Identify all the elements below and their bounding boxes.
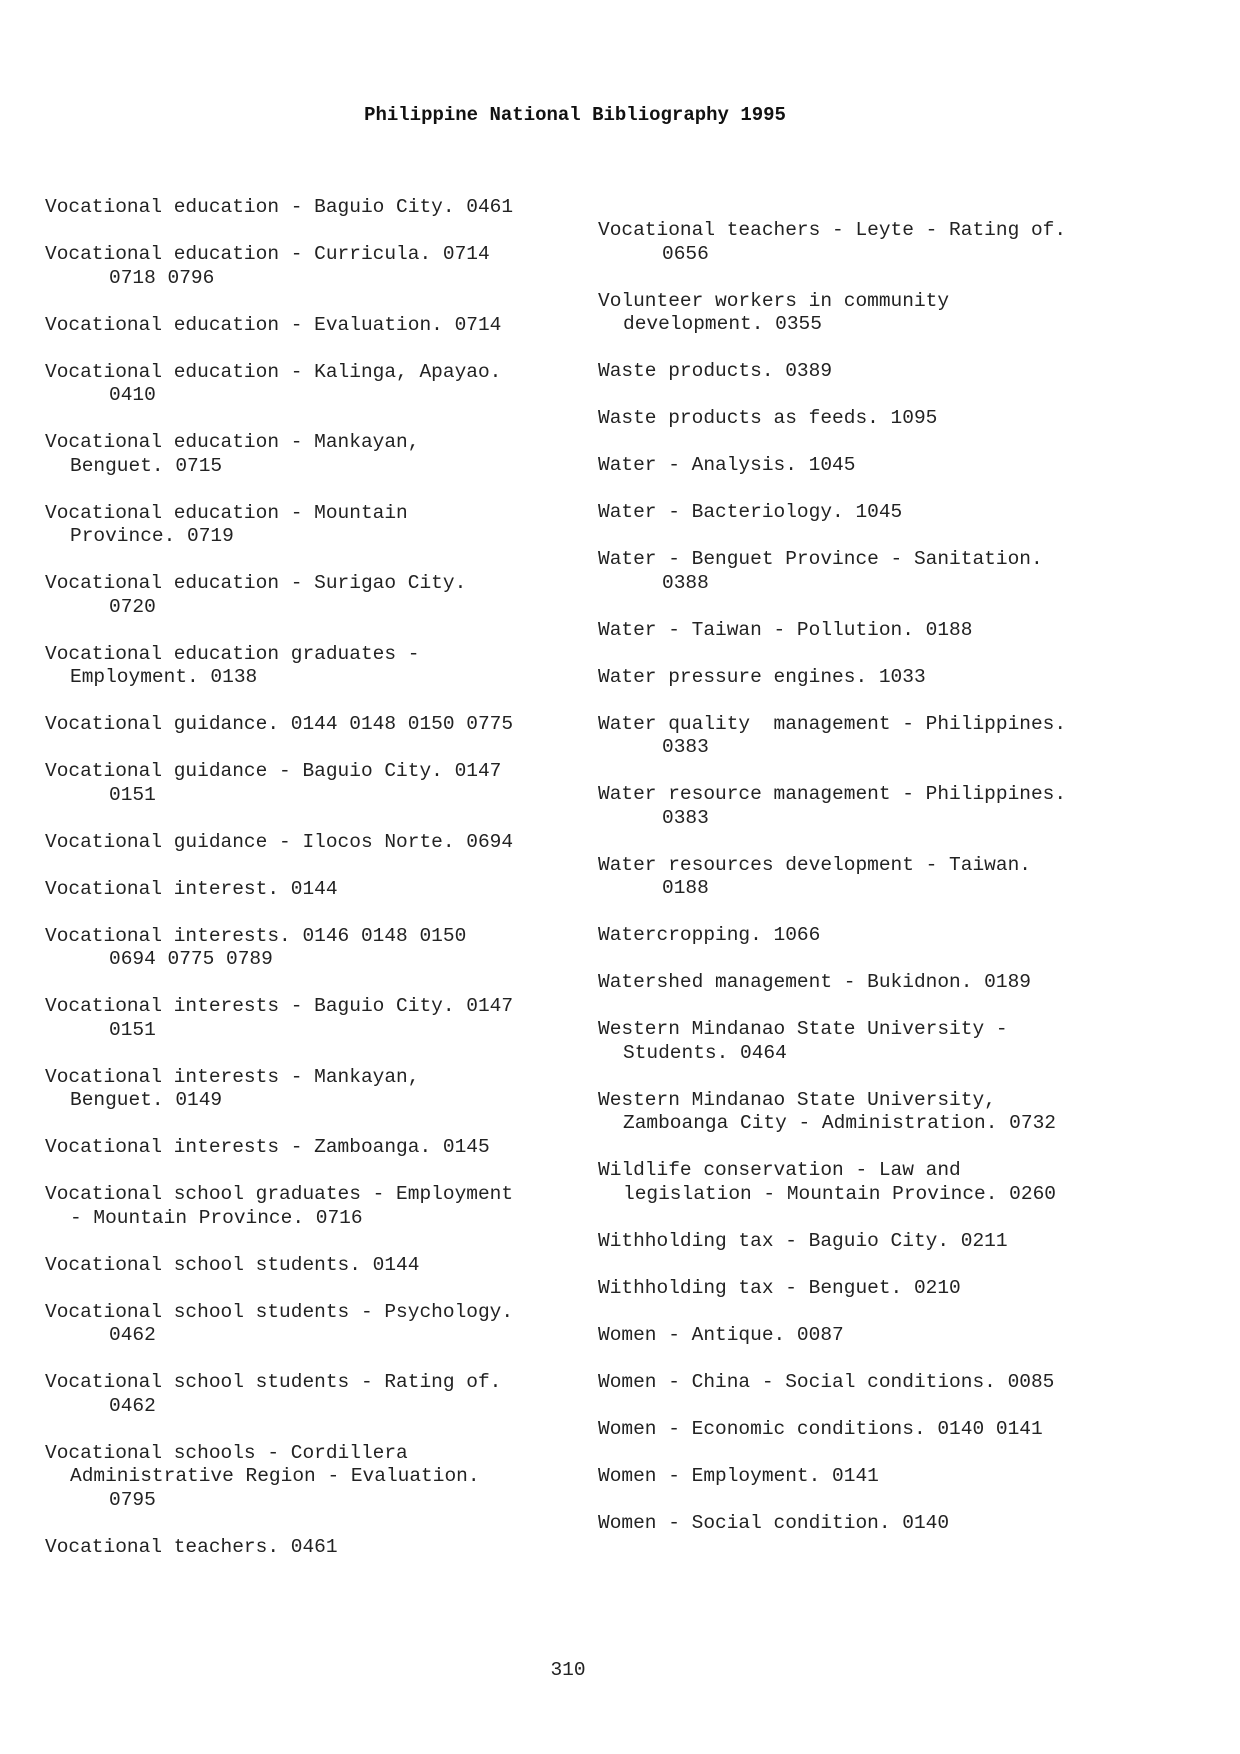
page-title: Philippine National Bibliography 1995 [364,104,786,126]
index-entry [598,290,1158,337]
index-entry [598,1277,1158,1301]
index-entry-continuation: 0383 [662,736,709,758]
index-entry-heading: Water - Bacteriology. 1045 [598,501,903,523]
index-entry-heading: Vocational school students - Rating of. [45,1371,502,1393]
index-entry-continuation: 0151 [109,783,156,806]
index-entry [45,314,605,338]
index-entry-heading: Vocational education graduates - [45,642,420,665]
index-entry-heading: Volunteer workers in community [598,289,950,312]
index-entry-heading: Vocational education - Surigao City. [45,572,467,594]
index-entry [45,243,605,290]
index-entry [45,572,605,619]
index-entry [598,1018,1158,1065]
index-entry-heading: Women - Economic conditions. 0140 0141 [598,1417,1043,1440]
index-entry-continuation: Province. 0719 [70,525,234,547]
index-entry-heading: Waste products. 0389 [598,360,833,382]
index-entry [45,431,605,478]
index-entry-heading: Waste products as feeds. 1095 [598,407,938,429]
index-entry [598,924,1158,948]
index-entry-heading: Vocational school graduates - Employment [45,1183,514,1205]
index-entry [45,1371,605,1418]
index-entry-continuation: Zamboanga City - Administration. 0732 [623,1112,1056,1134]
index-entry-heading: Vocational guidance - Baguio City. 0147 [45,760,502,782]
index-entry [45,713,605,737]
index-entry-continuation: Benguet. 0715 [70,454,223,477]
index-entry [598,1512,1158,1536]
index-entry-continuation: Benguet. 0149 [70,1089,223,1111]
page-number: 310 [550,1659,586,1681]
index-entry-heading: Withholding tax - Baguio City. 0211 [598,1229,1008,1252]
index-entry-heading: Vocational education - Kalinga, Apayao. [45,360,502,383]
index-entry-heading: Women - China - Social conditions. 0085 [598,1370,1055,1393]
index-column-left [45,196,605,1583]
index-entry-heading: Vocational teachers. 0461 [45,1535,338,1558]
index-entry [45,1183,605,1230]
index-entry [598,1159,1158,1206]
index-entry [45,760,605,807]
index-entry-continuation: 0151 [109,1018,156,1041]
index-entry-continuation: 0383 [662,806,709,829]
index-entry [45,1442,605,1513]
index-entry [598,1230,1158,1254]
index-entry [598,713,1158,760]
index-entry-heading: Watershed management - Bukidnon. 0189 [598,971,1031,993]
index-entry-continuation: 0718 0796 [109,266,215,289]
index-entry [598,1371,1158,1395]
index-entry-heading: Vocational interests. 0146 0148 0150 [45,924,467,947]
index-entry-heading: Vocational education - Mankayan, [45,431,420,453]
index-entry [598,219,1158,266]
index-entry-heading: Vocational education - Mountain [45,501,408,524]
index-entry-continuation: 0462 [109,1324,156,1346]
index-entry [598,971,1158,995]
index-entry-continuation: 0188 [662,877,709,899]
index-entry-heading: Water - Analysis. 1045 [598,454,856,476]
index-entry [598,1465,1158,1489]
index-entry [45,1066,605,1113]
index-entry [45,1301,605,1348]
index-entry [45,831,605,855]
index-entry-continuation: Administrative Region - Evaluation. [70,1465,480,1487]
index-entry-continuation: 0410 [109,384,156,406]
index-entry-continuation: 0656 [662,242,709,265]
index-entry-heading: Vocational school students. 0144 [45,1253,420,1276]
index-column-right [598,219,1158,1559]
index-entry [45,1136,605,1160]
index-entry-heading: Vocational schools - Cordillera [45,1441,408,1464]
index-entry-heading: Water - Taiwan - Pollution. 0188 [598,618,973,641]
index-entry [45,995,605,1042]
index-entry-heading: Water - Benguet Province - Sanitation. [598,548,1043,570]
index-entry [45,196,605,220]
index-entry-heading: Vocational school students - Psychology. [45,1300,514,1323]
index-entry-heading: Vocational interest. 0144 [45,877,338,900]
index-entry [45,925,605,972]
index-entry-heading: Watercropping. 1066 [598,924,821,946]
index-entry-heading: Vocational education - Evaluation. 0714 [45,313,502,336]
index-entry-heading: Women - Antique. 0087 [598,1323,844,1346]
index-entry-heading: Vocational interests - Baguio City. 0147 [45,995,514,1017]
index-entry-continuation: 0795 [109,1488,156,1511]
index-entry [598,454,1158,478]
index-entry [598,1324,1158,1348]
index-entry-heading: Vocational interests - Mankayan, [45,1065,420,1088]
index-entry-heading: Western Mindanao State University, [598,1088,996,1111]
index-entry-continuation: Students. 0464 [623,1041,787,1064]
index-entry [45,1254,605,1278]
index-entry [598,666,1158,690]
index-entry [45,643,605,690]
index-entry-continuation: 0388 [662,571,709,594]
index-entry [598,854,1158,901]
index-entry-heading: Water resources development - Taiwan. [598,853,1031,876]
index-entry-heading: Vocational guidance. 0144 0148 0150 0775 [45,713,514,735]
index-entry-heading: Vocational education - Curricula. 0714 [45,243,490,265]
index-entry-heading: Vocational teachers - Leyte - Rating of. [598,219,1067,241]
index-entry-continuation: Employment. 0138 [70,666,258,688]
index-entry [45,502,605,549]
index-entry-heading: Vocational education - Baguio City. 0461 [45,196,514,218]
index-entry-continuation: 0462 [109,1394,156,1417]
index-entry-heading: Wildlife conservation - Law and [598,1159,961,1181]
index-entry [598,360,1158,384]
index-entry-continuation: 0720 [109,595,156,618]
index-entry-heading: Water resource management - Philippines. [598,783,1067,805]
index-entry-heading: Water quality management - Philippines. [598,712,1067,735]
index-entry-heading: Western Mindanao State University - [598,1018,1008,1040]
index-entry-continuation: legislation - Mountain Province. 0260 [623,1182,1056,1205]
index-entry [45,878,605,902]
index-entry-heading: Vocational guidance - Ilocos Norte. 0694 [45,830,514,853]
index-entry [598,407,1158,431]
index-entry-continuation: 0694 0775 0789 [109,948,273,970]
index-entry-continuation: development. 0355 [623,313,822,335]
index-entry-continuation: - Mountain Province. 0716 [70,1206,363,1229]
index-entry [598,1418,1158,1442]
index-entry [598,783,1158,830]
index-entry [45,1536,605,1560]
index-entry-heading: Vocational interests - Zamboanga. 0145 [45,1136,490,1158]
index-entry [45,361,605,408]
index-entry-heading: Women - Employment. 0141 [598,1464,879,1487]
index-entry [598,548,1158,595]
index-entry-heading: Withholding tax - Benguet. 0210 [598,1276,961,1299]
index-entry [598,619,1158,643]
index-entry [598,501,1158,525]
index-entry [598,1089,1158,1136]
index-entry-heading: Women - Social condition. 0140 [598,1511,950,1534]
index-entry-heading: Water pressure engines. 1033 [598,665,926,688]
